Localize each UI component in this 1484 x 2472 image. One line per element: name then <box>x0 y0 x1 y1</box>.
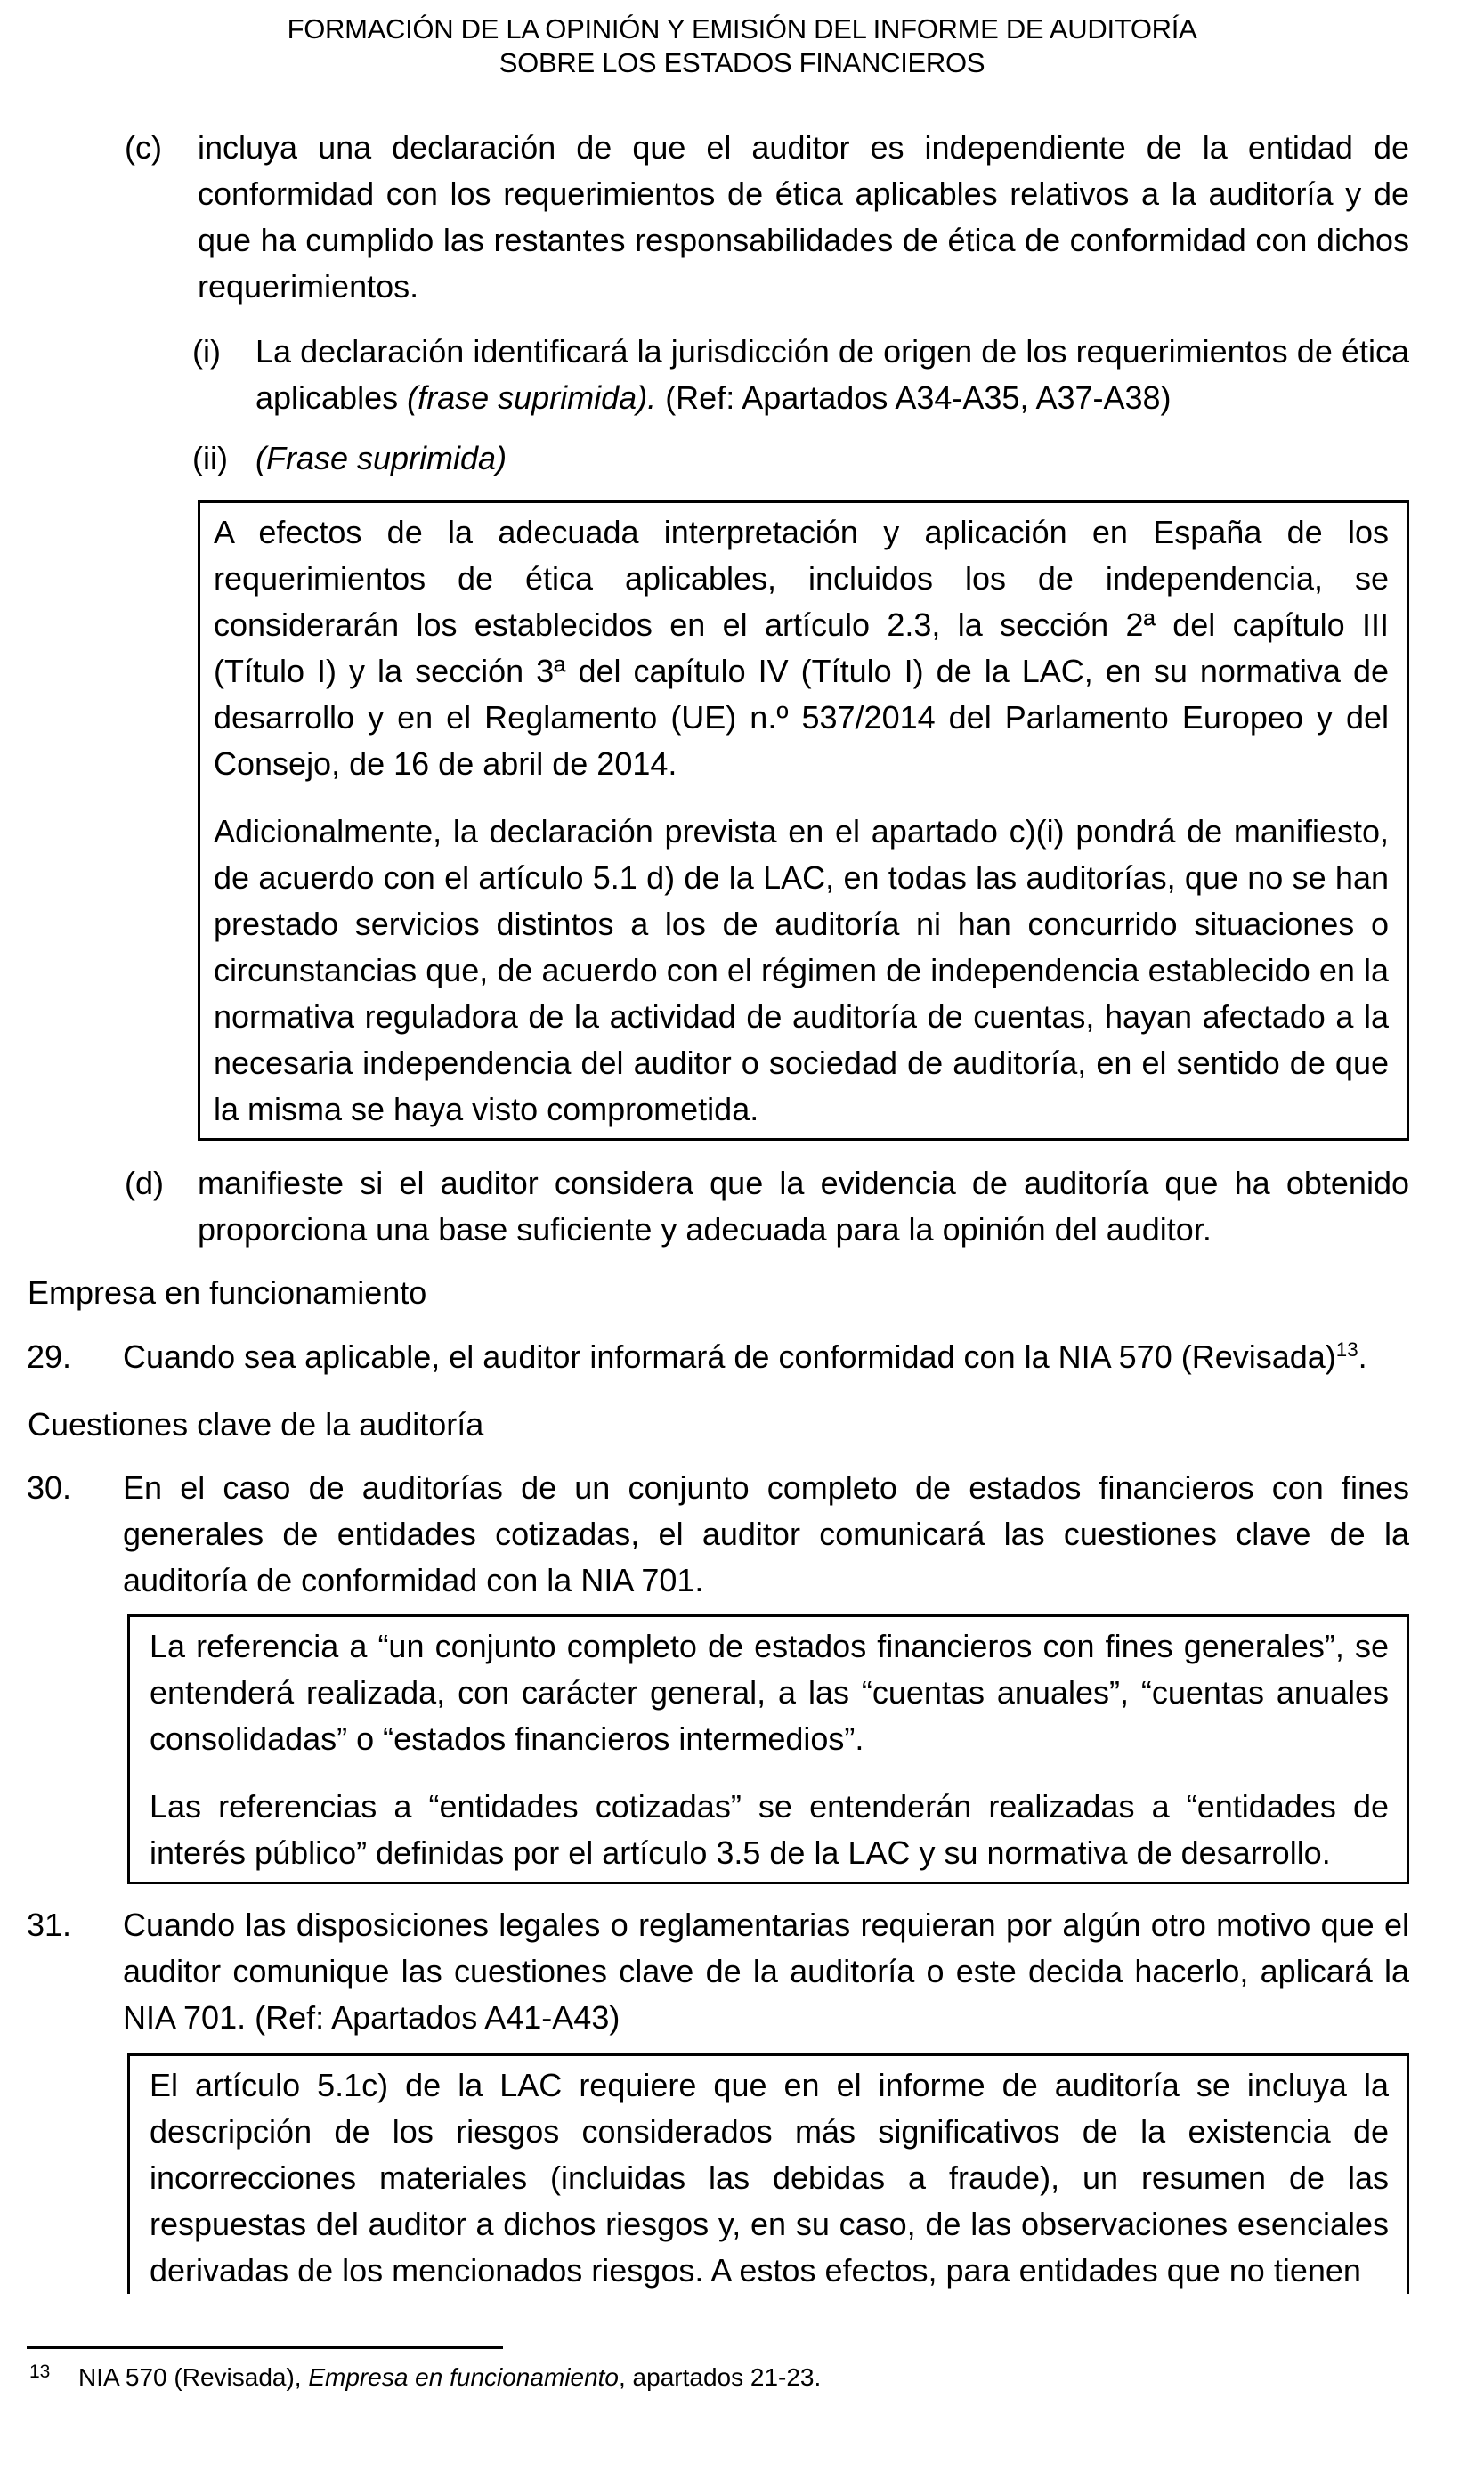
paragraph-29 <box>0 1334 1484 1380</box>
footnote-13-text: NIA 570 (Revisada), Empresa en funcionamiento, apartados 21-23. <box>78 2363 822 2391</box>
paragraph-30-number: 30. <box>27 1469 72 1506</box>
document-title-line1: FORMACIÓN DE LA OPINIÓN Y EMISIÓN DEL INFORME DE AUDITORÍA <box>287 13 1197 45</box>
paragraph-c-ii <box>0 435 1484 482</box>
footnote-separator-rule <box>27 2346 503 2349</box>
paragraph-c-text: incluya una declaración de que el auditor es independiente de la entidad de conformidad con los requerimientos de ética aplicables relativos a la auditoría y de que ha cumplido las restantes responsabilidades de ética de conformidad con dichos requerimientos. <box>198 129 1409 305</box>
paragraph-c-ii-marker: (ii) <box>192 440 228 476</box>
commentary-box-2 <box>127 1614 1409 1884</box>
paragraph-31 <box>0 1902 1484 2041</box>
document-title-line2: SOBRE LOS ESTADOS FINANCIEROS <box>499 47 985 78</box>
footnote-13 <box>0 2362 1484 2394</box>
paragraph-29-number: 29. <box>27 1338 72 1375</box>
paragraph-d-text: manifieste si el auditor considera que la evidencia de auditoría que ha obtenido proporciona una base suficiente y adecuada para la opinión del auditor. <box>198 1165 1409 1248</box>
commentary-box-2-paragraph-2: Las referencias a “entidades cotizadas” se entenderán realizadas a “entidades de interés público” definidas por el artículo 3.5 de la LAC y su normativa de desarrollo. <box>150 1788 1389 1871</box>
section-heading-empresa: Empresa en funcionamiento <box>28 1274 427 1311</box>
commentary-box-2-paragraph-1: La referencia a “un conjunto completo de estados financieros con fines generales”, se entenderá realizada, con carácter general, a las “cuentas anuales”, “cuentas anuales consolidadas” o “estados financieros intermedios”. <box>150 1628 1389 1757</box>
paragraph-c-ii-text: (Frase suprimida) <box>255 440 507 476</box>
footnote-13-marker: 13 <box>29 2362 51 2382</box>
paragraph-31-text: Cuando las disposiciones legales o reglamentarias requieran por algún otro motivo que el auditor comunique las cuestiones clave de la auditoría o este decida hacerlo, aplicará la NIA 701. (Ref: Apartados A41-A43) <box>123 1907 1409 2036</box>
paragraph-c-i-marker: (i) <box>192 333 221 370</box>
paragraph-c <box>0 125 1484 310</box>
paragraph-c-marker: (c) <box>125 129 162 166</box>
paragraph-30-text: En el caso de auditorías de un conjunto completo de estados financieros con fines generales de entidades cotizadas, el auditor comunicará las cuestiones clave de la auditoría de conformidad con la NIA 701. <box>123 1469 1409 1598</box>
paragraph-31-number: 31. <box>27 1907 72 1943</box>
paragraph-c-i-text: La declaración identificará la jurisdicción de origen de los requerimientos de ética aplicables (frase suprimida). (Ref: Apartados A34-A35, A37-A38) <box>255 333 1409 416</box>
paragraph-d <box>0 1160 1484 1253</box>
section-heading-cuestiones: Cuestiones clave de la auditoría <box>28 1406 484 1443</box>
commentary-box-3-truncated <box>127 2053 1409 2294</box>
commentary-box-1-paragraph-1: A efectos de la adecuada interpretación y aplicación en España de los requerimientos de ética aplicables, incluidos los de independencia, se considerarán los establecidos en el artículo 2.3, la sección 2ª del capítulo III (Título I) y la sección 3ª del capítulo IV (Título I) de la LAC, en su normativa de desarrollo y en el Reglamento (UE) n.º 537/2014 del Parlamento Europeo y del Consejo, de 16 de abril de 2014. <box>214 514 1389 782</box>
paragraph-d-marker: (d) <box>125 1165 164 1201</box>
paragraph-29-text: Cuando sea aplicable, el auditor informará de conformidad con la NIA 570 (Revisada)$^{13}$. <box>123 1338 1367 1375</box>
commentary-box-1-paragraph-2: Adicionalmente, la declaración prevista en el apartado c)(i) pondrá de manifiesto, de acuerdo con el artículo 5.1 d) de la LAC, en todas las auditorías, que no se han prestado servicios distintos a los de auditoría ni han concurrido situaciones o circunstancias que, de acuerdo con el régimen de independencia establecido en la normativa reguladora de la actividad de auditoría de cuentas, hayan afectado a la necesaria independencia del auditor o sociedad de auditoría, en el sentido de que la misma se haya visto comprometida. <box>214 813 1389 1127</box>
document-title <box>0 0 1484 80</box>
commentary-box-1 <box>198 500 1409 1141</box>
paragraph-30 <box>0 1465 1484 1604</box>
paragraph-c-i <box>0 329 1484 421</box>
commentary-box-3-paragraph-1: El artículo 5.1c) de la LAC requiere que en el informe de auditoría se incluya la descripción de los riesgos considerados más significativos de la existencia de incorrecciones materiales (incluidas las debidas a fraude), un resumen de las respuestas del auditor a dichos riesgos y, en su caso, de las observaciones esenciales derivadas de los mencionados riesgos. A estos efectos, para entidades que no tienen <box>150 2067 1389 2289</box>
